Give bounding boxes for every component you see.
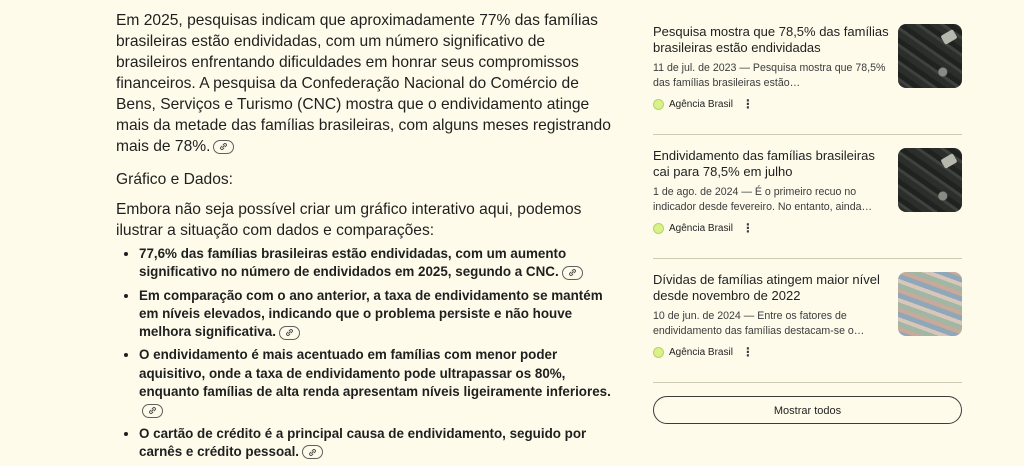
- card-title[interactable]: Endividamento das famílias brasileiras cai para 78,5% em julho: [653, 148, 875, 179]
- card-snippet: 1 de ago. de 2024 — É o primeiro recuo no indicador desde fevereiro. No entanto, ainda…: [653, 186, 873, 213]
- source-name: Agência Brasil: [669, 222, 733, 234]
- link-icon[interactable]: [562, 266, 583, 280]
- source-logo-icon: [653, 223, 664, 234]
- list-item: • O endividamento é mais acentuado em famílias com menor poder aquisitivo, onde a taxa de endividamento pode ultrapassar os 80%, enquanto famílias de alta renda apresentam níveis ligeiramente inferiores.: [139, 346, 616, 419]
- calculator-image[interactable]: [898, 148, 962, 212]
- card-snippet: 11 de jul. de 2023 — Pesquisa mostra que 78,5% das famílias brasileiras estão…: [653, 62, 886, 89]
- card-source: [653, 345, 889, 359]
- sources-sidebar: [653, 24, 962, 424]
- source-card[interactable]: [653, 272, 962, 372]
- section-title: Gráfico e Dados:: [116, 171, 234, 188]
- card-title[interactable]: Dívidas de famílias atingem maior nível desde novembro de 2022: [653, 272, 880, 303]
- card-snippet: 10 de jun. de 2024 — Entre os fatores de endividamento das famílias destacam-se o…: [653, 310, 865, 337]
- more-options-icon[interactable]: ⋮: [741, 345, 753, 359]
- card-title[interactable]: Pesquisa mostra que 78,5% das famílias brasileiras estão endividadas: [653, 24, 889, 55]
- source-card[interactable]: [653, 148, 962, 248]
- source-card[interactable]: [653, 24, 962, 124]
- more-options-icon[interactable]: ⋮: [741, 221, 753, 235]
- link-icon[interactable]: [213, 140, 234, 154]
- divider: [653, 382, 962, 383]
- answer-content: [116, 10, 616, 466]
- card-source: [653, 221, 889, 235]
- bullet-list: [116, 245, 616, 461]
- card-source: [653, 97, 889, 111]
- more-options-icon[interactable]: ⋮: [741, 97, 753, 111]
- link-icon[interactable]: [302, 445, 323, 459]
- show-all-button[interactable]: Mostrar todos: [653, 396, 962, 424]
- money-image[interactable]: [898, 272, 962, 336]
- lead-paragraph: Embora não seja possível criar um gráfico interativo aqui, podemos ilustrar a situação com dados e comparações:: [116, 201, 582, 239]
- source-logo-icon: [653, 347, 664, 358]
- divider: [653, 258, 962, 259]
- link-icon[interactable]: [279, 326, 300, 340]
- list-item: • 77,6% das famílias brasileiras estão endividadas, com um aumento significativo no número de endividados em 2025, segundo a CNC.: [139, 245, 616, 282]
- intro-paragraph: Em 2025, pesquisas indicam que aproximadamente 77% das famílias brasileiras estão endividadas, com um número significativo de brasileiros enfrentando dificuldades em honrar seus compromissos financeiros. A pesquisa da Confederação Nacional do Comércio de Bens, Serviços e Turismo (CNC) mostra que o endividamento atinge mais da metade das famílias brasileiras, com alguns meses registrando mais de 78%.: [116, 12, 611, 155]
- list-item: • Em comparação com o ano anterior, a taxa de endividamento se mantém em níveis elevados, indicando que o problema persiste e não houve melhora significativa.: [139, 287, 616, 342]
- source-name: Agência Brasil: [669, 346, 733, 358]
- source-name: Agência Brasil: [669, 98, 733, 110]
- link-icon[interactable]: [142, 404, 163, 418]
- list-item: • O cartão de crédito é a principal causa de endividamento, seguido por carnês e crédito pessoal.: [139, 425, 616, 462]
- divider: [653, 134, 962, 135]
- calculator-image[interactable]: [898, 24, 962, 88]
- source-logo-icon: [653, 99, 664, 110]
